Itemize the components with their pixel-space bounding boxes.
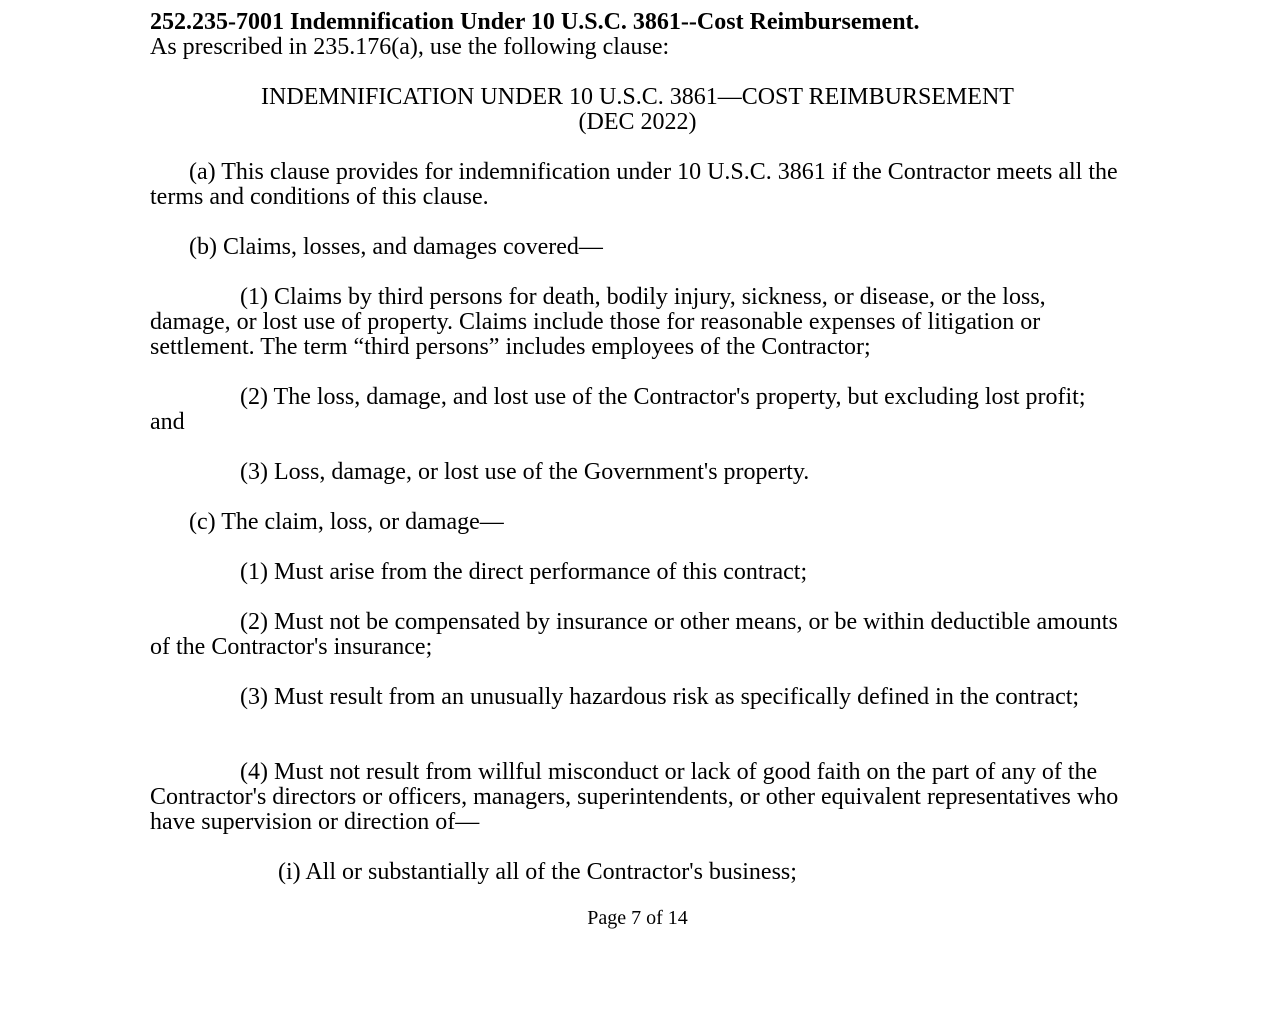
paragraph-c2: (2) Must not be compensated by insurance or other means, or be within deductible amounts of the Contractor's insurance; xyxy=(150,609,1118,660)
section-heading: 252.235-7001 Indemnification Under 10 U.S.C. 3861--Cost Reimbursement. xyxy=(150,9,920,35)
clause-title: INDEMNIFICATION UNDER 10 U.S.C. 3861—COST REIMBURSEMENT xyxy=(261,84,1014,110)
prescription-text: As prescribed in 235.176(a), use the following clause: xyxy=(150,34,670,60)
paragraph-c4i: (i) All or substantially all of the Contractor's business; xyxy=(278,859,797,885)
clause-date: (DEC 2022) xyxy=(578,109,697,135)
paragraph-b3: (3) Loss, damage, or lost use of the Government's property. xyxy=(240,459,810,485)
paragraph-b1: (1) Claims by third persons for death, bodily injury, sickness, or disease, or the loss, damage, or lost use of property. Claims include those for reasonable expenses of litigation or settlement. The term “third persons” includes employees of the Contractor; xyxy=(150,284,1046,360)
page-number: Page 7 of 14 xyxy=(587,907,688,929)
paragraph-c4: (4) Must not result from willful misconduct or lack of good faith on the part of any of the Contractor's directors or officers, managers, superintendents, or other equivalent representatives who have supervision or direction of— xyxy=(150,759,1119,835)
paragraph-c1: (1) Must arise from the direct performance of this contract; xyxy=(240,559,808,585)
paragraph-b: (b) Claims, losses, and damages covered— xyxy=(189,234,603,260)
paragraph-b2: (2) The loss, damage, and lost use of the Contractor's property, but excluding lost profit; and xyxy=(150,384,1086,435)
paragraph-a: (a) This clause provides for indemnification under 10 U.S.C. 3861 if the Contractor meets all the terms and conditions of this clause. xyxy=(150,159,1118,210)
paragraph-c3: (3) Must result from an unusually hazardous risk as specifically defined in the contract; xyxy=(240,684,1080,710)
paragraph-c: (c) The claim, loss, or damage— xyxy=(189,509,504,535)
